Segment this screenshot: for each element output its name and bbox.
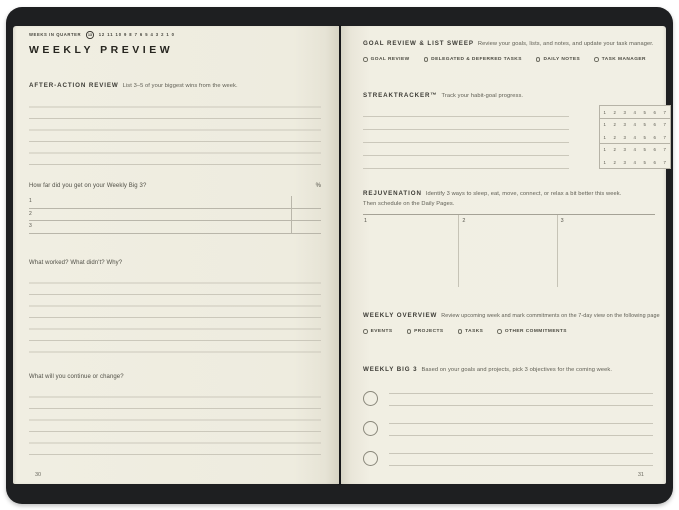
checkbox-circle-icon[interactable]	[424, 57, 429, 62]
rejuvenation-instruction: Identify 3 ways to sleep, eat, move, connect, or relax a bit better this week.	[425, 191, 622, 197]
streak-day-cell[interactable]: 4	[630, 156, 640, 168]
big3-writing-lines[interactable]	[389, 442, 653, 466]
streak-day-cell[interactable]: 7	[660, 131, 670, 143]
streak-day-cell[interactable]: 6	[650, 119, 660, 131]
big3-objective-circle[interactable]	[363, 451, 378, 466]
rejuvenation-table	[363, 214, 655, 287]
checkbox-circle-icon[interactable]	[497, 329, 502, 334]
streak-day-cell[interactable]: 3	[620, 119, 630, 131]
after-action-review-instruction: List 3–5 of your biggest wins from the week.	[122, 83, 238, 89]
percent-column-divider	[291, 196, 292, 234]
streak-day-cell[interactable]: 5	[640, 156, 650, 168]
goal-review-instruction: Review your goals, lists, and notes, and update your task manager.	[477, 41, 654, 47]
streak-day-cell[interactable]: 2	[610, 119, 620, 131]
rejuvenation-cell[interactable]: 3	[560, 218, 564, 224]
left-page-number: 30	[35, 472, 42, 478]
weekly-big3-instruction: Based on your goals and projects, pick 3 objectives for the coming week.	[421, 367, 613, 373]
checkbox-circle-icon[interactable]	[363, 329, 368, 334]
streak-day-cell[interactable]: 3	[620, 144, 630, 156]
checkbox-label: EVENTS	[370, 329, 393, 334]
big3-objective-circle[interactable]	[363, 421, 378, 436]
streak-day-cell[interactable]: 1	[600, 131, 610, 143]
streak-day-cell[interactable]: 1	[600, 106, 610, 118]
weekly-overview-checkboxes	[363, 329, 655, 334]
streak-day-cell[interactable]: 2	[610, 106, 620, 118]
checkbox-label: TASKS	[465, 329, 484, 334]
streak-day-cell[interactable]: 1	[600, 156, 610, 168]
goal-review-checkboxes	[363, 57, 655, 62]
weekly-overview-heading: WEEKLY OVERVIEW	[363, 312, 438, 319]
big3-review-row[interactable]: 2	[29, 209, 321, 222]
streak-day-cell[interactable]: 6	[650, 106, 660, 118]
percent-column-label: %	[315, 183, 321, 189]
streak-day-cell[interactable]: 7	[660, 156, 670, 168]
after-action-review-header	[29, 82, 321, 89]
streak-day-cell[interactable]: 5	[640, 119, 650, 131]
weekly-big3-heading: WEEKLY BIG 3	[363, 366, 418, 373]
weekly-overview-instruction: Review upcoming week and mark commitments on the 7-day view on the following page	[441, 313, 660, 319]
big3-writing-lines[interactable]	[389, 382, 653, 406]
checkbox-events[interactable]	[363, 329, 393, 334]
what-worked-question: What worked? What didn't? Why?	[29, 260, 123, 266]
streaktracker-instruction: Track your habit-goal progress.	[441, 93, 524, 99]
streak-day-cell[interactable]: 6	[650, 144, 660, 156]
weekly-big3-review-rows	[29, 196, 321, 234]
checkbox-tasks[interactable]	[458, 329, 484, 334]
goal-review-header	[363, 40, 655, 47]
checkbox-label: GOAL REVIEW	[370, 57, 410, 62]
rejuvenation-cell[interactable]: 1	[363, 215, 459, 287]
weekly-big3-review-header	[29, 183, 321, 189]
streak-day-cell[interactable]: 6	[650, 156, 660, 168]
checkbox-label: DAILY NOTES	[543, 57, 581, 62]
page-title: WEEKLY PREVIEW	[29, 44, 174, 56]
right-page	[341, 26, 666, 484]
checkbox-other-commitments[interactable]	[497, 329, 567, 334]
weekly-big3-header	[363, 366, 655, 373]
streak-day-cell[interactable]: 2	[610, 156, 620, 168]
big3-review-row[interactable]: 1	[29, 196, 321, 209]
checkbox-label: DELEGATED & DEFERRED TASKS	[431, 57, 522, 62]
weekly-big3-item	[363, 442, 655, 466]
checkbox-circle-icon[interactable]	[407, 329, 412, 334]
streak-day-cell[interactable]: 5	[640, 131, 650, 143]
checkbox-delegated-deferred-tasks[interactable]	[424, 57, 522, 62]
rejuvenation-heading: REJUVENATION	[363, 190, 422, 197]
weekly-big3-item	[363, 382, 655, 406]
checkbox-circle-icon[interactable]	[594, 57, 599, 62]
streak-grid	[599, 105, 671, 169]
streak-day-cell[interactable]: 3	[620, 131, 630, 143]
streak-day-cell[interactable]: 3	[620, 106, 630, 118]
weeks-in-quarter-tracker	[29, 31, 321, 39]
current-week-circle[interactable]: 13	[87, 32, 93, 37]
continue-change-writing-lines[interactable]	[29, 386, 321, 455]
checkbox-label: PROJECTS	[414, 329, 444, 334]
streak-day-cell[interactable]: 4	[630, 144, 640, 156]
checkbox-circle-icon[interactable]	[458, 329, 463, 334]
streaktracker-writing-lines[interactable]	[363, 104, 569, 169]
checkbox-projects[interactable]	[407, 329, 444, 334]
checkbox-circle-icon[interactable]	[363, 57, 368, 62]
big3-writing-lines[interactable]	[389, 412, 653, 436]
streaktracker-heading: STREAKTRACKER™	[363, 92, 438, 99]
continue-change-question: What will you continue or change?	[29, 374, 124, 380]
checkbox-daily-notes[interactable]	[536, 57, 580, 62]
streak-day-cell[interactable]: 1	[600, 144, 610, 156]
after-action-review-heading: AFTER-ACTION REVIEW	[29, 82, 119, 89]
weekly-big3-review-question: How far did you get on your Weekly Big 3?	[29, 183, 147, 189]
right-page-number: 31	[637, 472, 644, 478]
goal-review-heading: GOAL REVIEW & LIST SWEEP	[363, 40, 474, 47]
streak-day-cell[interactable]: 5	[640, 144, 650, 156]
left-page	[13, 26, 339, 484]
streak-day-cell[interactable]: 7	[660, 106, 670, 118]
streak-day-cell[interactable]: 7	[660, 119, 670, 131]
rejuvenation-cell[interactable]: 2	[459, 215, 557, 287]
streak-day-cell[interactable]: 1	[600, 119, 610, 131]
checkbox-circle-icon[interactable]	[536, 57, 541, 62]
checkbox-label: OTHER COMMITMENTS	[504, 329, 567, 334]
what-worked-writing-lines[interactable]	[29, 272, 321, 353]
weeks-remaining-numbers: 12 11 10 9 8 7 6 5 4 3 2 1 0	[98, 32, 175, 38]
big3-objective-circle[interactable]	[363, 391, 378, 406]
streak-day-cell[interactable]: 4	[630, 119, 640, 131]
checkbox-task-manager[interactable]	[594, 57, 646, 62]
checkbox-label: TASK MANAGER	[601, 57, 646, 62]
rejuvenation-instruction-line2: Then schedule on the Daily Pages.	[363, 201, 455, 207]
rejuvenation-header	[363, 190, 655, 197]
streak-day-cell[interactable]: 3	[620, 156, 630, 168]
weekly-overview-header	[363, 312, 660, 319]
streak-day-cell[interactable]: 2	[610, 131, 620, 143]
after-action-writing-lines[interactable]	[29, 96, 321, 165]
weekly-big3-item	[363, 412, 655, 436]
big3-review-row[interactable]: 3	[29, 221, 321, 234]
streak-day-cell[interactable]: 4	[630, 131, 640, 143]
streak-day-cell[interactable]: 2	[610, 144, 620, 156]
streak-day-cell[interactable]: 4	[630, 106, 640, 118]
checkbox-goal-review[interactable]	[363, 57, 410, 62]
streak-day-cell[interactable]: 7	[660, 144, 670, 156]
streaktracker-header	[363, 92, 655, 99]
streak-day-cell[interactable]: 6	[650, 131, 660, 143]
streak-day-cell[interactable]: 5	[640, 106, 650, 118]
weeks-in-quarter-label: WEEKS IN QUARTER	[29, 32, 82, 38]
